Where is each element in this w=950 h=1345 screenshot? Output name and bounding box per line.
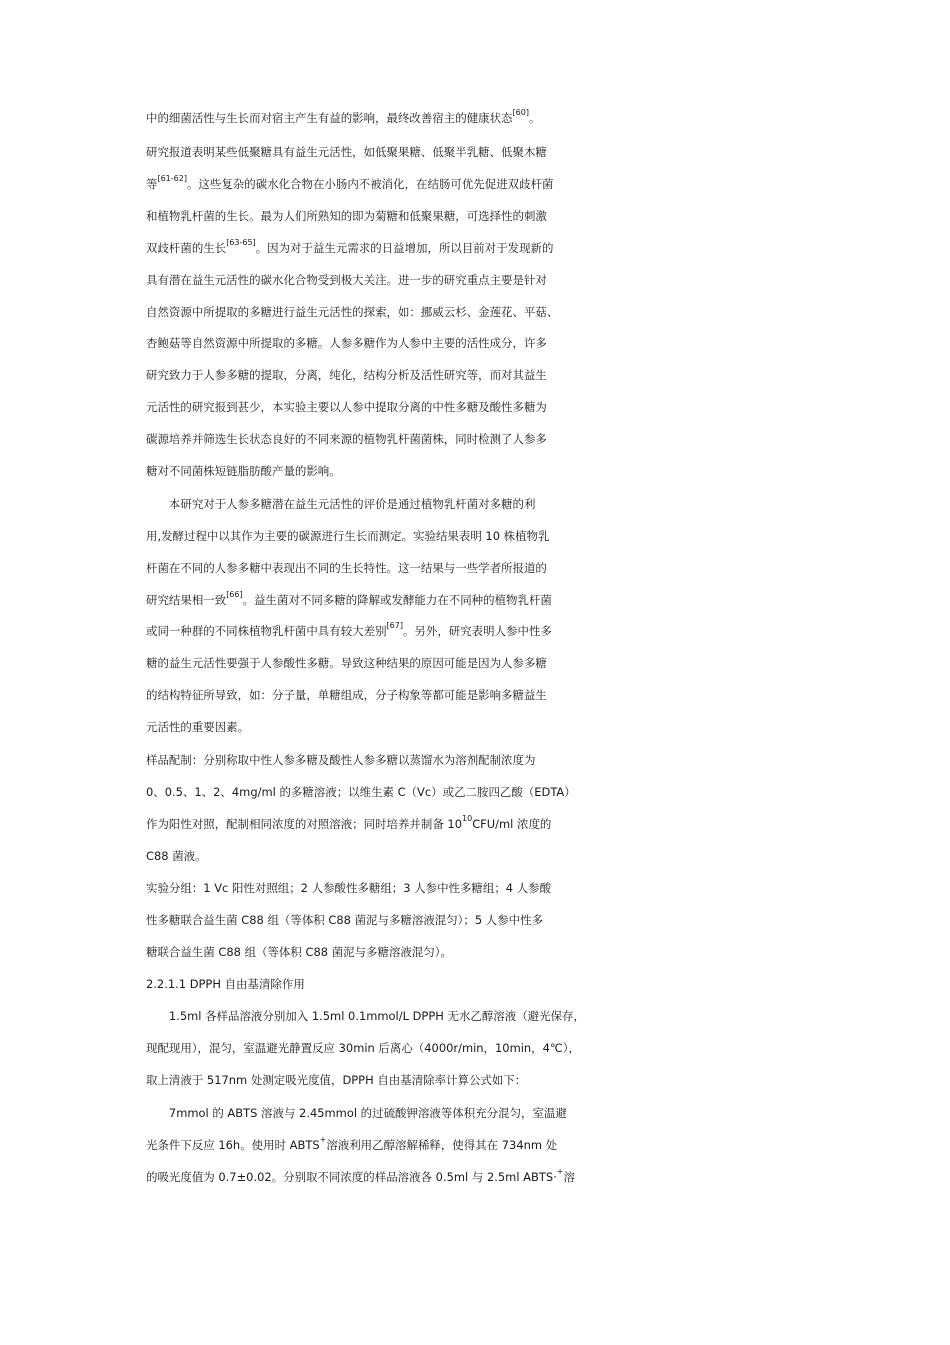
- citation-superscript: [63-65]: [226, 238, 256, 247]
- text-segment: 0、0.5、1、2、4mg/ml 的多糖溶液；以维生素 C（Vc）或乙二胺四乙酸（EDTA）: [146, 785, 576, 799]
- text-line: [146, 1064, 950, 1096]
- text-segment: 。另外，研究表明人参中性多: [402, 624, 552, 638]
- citation-superscript: [61-62]: [157, 174, 187, 183]
- text-segment: 元活性的重要因素。: [146, 720, 250, 734]
- text-line: [146, 968, 950, 1000]
- text-segment: 1.5ml 各样品溶液分别加入 1.5ml 0.1mmol/L DPPH 无水乙醇溶液（避光保存，: [146, 1009, 585, 1023]
- text-segment: 7mmol 的 ABTS 溶液与 2.45mmol 的过硫酸钾溶液等体积充分混匀，室温避: [146, 1106, 567, 1120]
- text-line: [146, 711, 950, 743]
- text-line: [146, 552, 950, 584]
- text-segment: 现配现用），混匀，室温避光静置反应 30min 后离心（4000r/min，10min，4℃），: [146, 1041, 580, 1055]
- text-line: [146, 1032, 950, 1064]
- text-line: [146, 776, 950, 808]
- text-line: [146, 488, 950, 520]
- text-segment: 用,发酵过程中以其作为主要的碳源进行生长而测定。实验结果表明 10 株植物乳: [146, 529, 550, 543]
- text-segment: 本研究对于人参多糖潜在益生元活性的评价是通过植物乳杆菌对多糖的利: [146, 497, 536, 511]
- text-segment: 取上清液于 517nm 处测定吸光度值，DPPH 自由基清除率计算公式如下：: [146, 1073, 527, 1087]
- text-segment: 溶: [563, 1170, 575, 1184]
- text-line: [146, 296, 950, 328]
- text-segment: 的结构特征所导致，如：分子量，单糖组成，分子构象等都可能是影响多糖益生: [146, 688, 547, 702]
- text-segment: 研究报道表明某些低聚糖具有益生元活性，如低聚果糖、低聚半乳糖、低聚木糖: [146, 145, 547, 159]
- text-segment: 溶液利用乙醇溶解稀释，使得其在 734nm 处: [326, 1138, 558, 1152]
- text-segment: 作为阳性对照，配制相同浓度的对照溶液；同时培养并制备 10: [146, 817, 462, 831]
- text-line: [146, 423, 950, 455]
- text-line: [146, 359, 950, 391]
- citation-superscript: [67]: [386, 621, 403, 630]
- text-segment: 光条件下反应 16h。使用时 ABTS: [146, 1138, 320, 1152]
- text-segment: 研究致力于人参多糖的提取，分离，纯化，结构分析及活性研究等，而对其益生: [146, 368, 547, 382]
- text-line: [146, 1129, 950, 1161]
- citation-superscript: +: [556, 1167, 564, 1176]
- text-segment: 具有潜在益生元活性的碳水化合物受到极大关注。进一步的研究重点主要是针对: [146, 273, 547, 287]
- text-line: [146, 168, 950, 200]
- text-line: [146, 904, 950, 936]
- text-line: [146, 455, 950, 487]
- citation-superscript: [66]: [226, 590, 243, 599]
- text-segment: 杆菌在不同的人参多糖中表现出不同的生长特性。这一结果与一些学者所报道的: [146, 561, 547, 575]
- text-line: [146, 615, 950, 647]
- text-line: [146, 391, 950, 423]
- text-line: [146, 327, 950, 359]
- text-segment: 实验分组：1 Vc 阳性对照组；2 人参酸性多糖组；3 人参中性多糖组；4 人参酸: [146, 881, 552, 895]
- text-line: [146, 584, 950, 616]
- text-line: [146, 200, 950, 232]
- text-segment: 研究结果相一致: [146, 593, 227, 607]
- text-segment: 碳源培养并筛选生长状态良好的不同来源的植物乳杆菌菌株，同时检测了人参多: [146, 432, 547, 446]
- text-segment: 中的细菌活性与生长而对宿主产生有益的影响，最终改善宿主的健康状态: [146, 111, 513, 125]
- text-line: [146, 936, 950, 968]
- citation-superscript: +: [319, 1135, 327, 1144]
- text-segment: 。益生菌对不同多糖的降解或发酵能力在不同种的植物乳杆菌: [242, 593, 552, 607]
- text-line: [146, 872, 950, 904]
- text-segment: 或同一种群的不同株植物乳杆菌中具有较大差别: [146, 624, 387, 638]
- text-segment: 糖对不同菌株短链脂肪酸产量的影响。: [146, 464, 341, 478]
- text-segment: 糖联合益生菌 C88 组（等体积 C88 菌泥与多糖溶液混匀）。: [146, 945, 452, 959]
- text-line: [146, 647, 950, 679]
- text-segment: 和植物乳杆菌的生长。最为人们所熟知的即为菊糖和低聚果糖，可选择性的刺激: [146, 209, 547, 223]
- text-segment: 自然资源中所提取的多糖进行益生元活性的探索，如：挪威云杉、金莲花、平菇、: [146, 305, 559, 319]
- text-segment: 杏鲍菇等自然资源中所提取的多糖。人参多糖作为人参中主要的活性成分，许多: [146, 336, 547, 350]
- text-segment: 双歧杆菌的生长: [146, 241, 227, 255]
- text-segment: 糖的益生元活性要强于人参酸性多糖。导致这种结果的原因可能是因为人参多糖: [146, 656, 547, 670]
- text-segment: 元活性的研究报到甚少，本实验主要以人参中提取分离的中性多糖及酸性多糖为: [146, 400, 547, 414]
- text-line: [146, 232, 950, 264]
- text-line: [146, 264, 950, 296]
- text-line: [146, 102, 950, 134]
- text-segment: CFU/ml 浓度的: [472, 817, 552, 831]
- text-segment: 。这些复杂的碳水化合物在小肠内不被消化，在结肠可优先促进双歧杆菌: [186, 177, 554, 191]
- text-line: [146, 840, 950, 872]
- text-line: [146, 520, 950, 552]
- text-segment: 的吸光度值为 0.7±0.02。分别取不同浓度的样品溶液各 0.5ml 与 2.5ml ABTS·: [146, 1170, 557, 1184]
- text-segment: 。: [528, 111, 541, 125]
- text-segment: 。因为对于益生元需求的日益增加，所以目前对于发现新的: [255, 241, 554, 255]
- text-line: [146, 1097, 950, 1129]
- citation-superscript: 10: [462, 814, 473, 823]
- citation-superscript: [60]: [512, 108, 529, 117]
- text-segment: 样品配制：分别称取中性人参多糖及酸性人参多糖以蒸馏水为溶剂配制浓度为: [146, 753, 536, 767]
- text-line: [146, 1161, 950, 1193]
- text-line: [146, 136, 950, 168]
- text-line: [146, 679, 950, 711]
- text-segment: 2.2.1.1 DPPH 自由基清除作用: [146, 977, 305, 991]
- text-segment: 等: [146, 177, 158, 191]
- text-line: [146, 744, 950, 776]
- text-segment: C88 菌液。: [146, 849, 207, 863]
- text-segment: 性多糖联合益生菌 C88 组（等体积 C88 菌泥与多糖溶液混匀）；5 人参中性多: [146, 913, 544, 927]
- text-line: [146, 1000, 950, 1032]
- text-line: [146, 808, 950, 840]
